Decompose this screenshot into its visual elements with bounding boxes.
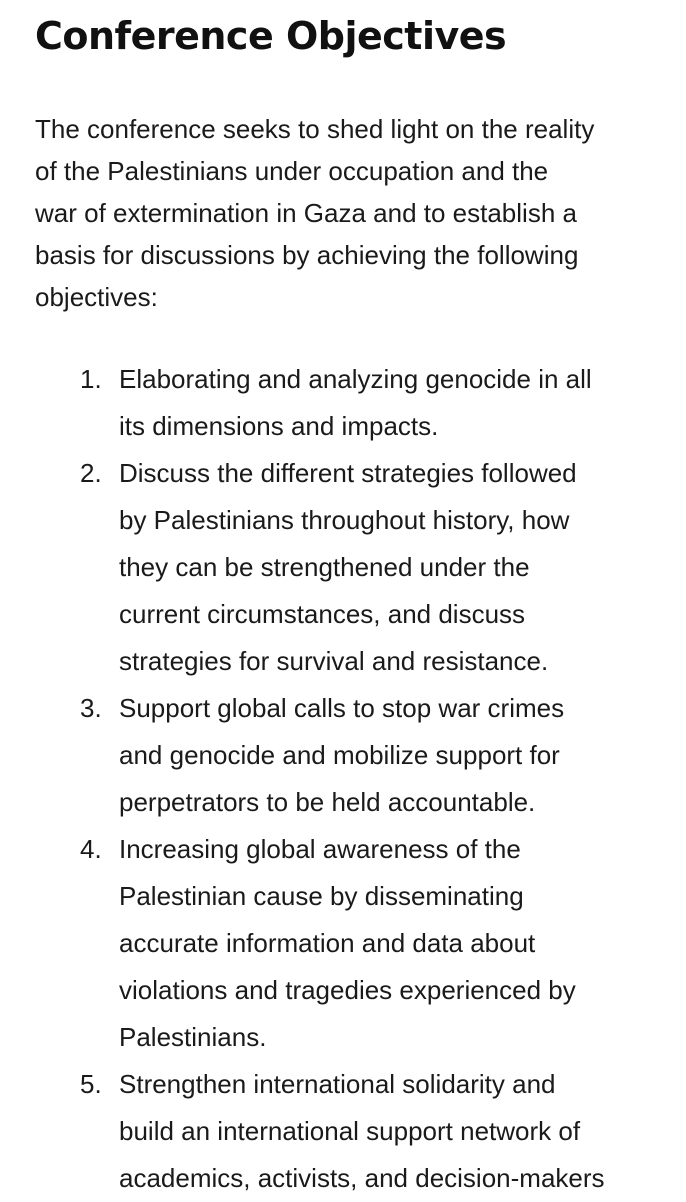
objective-line: build an international support network of bbox=[119, 1116, 581, 1146]
objective-item-3 bbox=[0, 685, 686, 826]
objective-item-4 bbox=[0, 826, 686, 1061]
objective-line: perpetrators to be held accountable. bbox=[119, 787, 536, 817]
objective-line: Discuss the different strategies followed bbox=[119, 458, 577, 488]
intro-line: The conference seeks to shed light on the reality bbox=[35, 114, 595, 144]
objective-line: its dimensions and impacts. bbox=[119, 411, 439, 441]
objective-line: and genocide and mobilize support for bbox=[119, 740, 560, 770]
objective-line: by Palestinians throughout history, how bbox=[119, 505, 570, 535]
objective-line: Elaborating and analyzing genocide in all bbox=[119, 364, 592, 394]
objective-number: 3. bbox=[80, 693, 102, 723]
objective-item-2 bbox=[0, 450, 686, 685]
objective-line: strategies for survival and resistance. bbox=[119, 646, 549, 676]
intro-line: of the Palestinians under occupation and the bbox=[35, 156, 549, 186]
objective-number: 4. bbox=[80, 834, 102, 864]
objective-line: Palestinians. bbox=[119, 1022, 267, 1052]
objective-number: 2. bbox=[80, 458, 102, 488]
objective-line: Palestinian cause by disseminating bbox=[119, 881, 524, 911]
objective-line: current circumstances, and discuss bbox=[119, 599, 526, 629]
page-title: Conference Objectives bbox=[35, 14, 507, 58]
objective-line: Increasing global awareness of the bbox=[119, 834, 521, 864]
intro-line: basis for discussions by achieving the following bbox=[35, 240, 579, 270]
objective-item-5 bbox=[0, 1061, 686, 1202]
objective-number: 5. bbox=[80, 1069, 102, 1099]
objectives-list bbox=[0, 356, 686, 1202]
objective-text bbox=[119, 685, 666, 826]
intro-paragraph bbox=[35, 108, 675, 318]
objective-line: they can be strengthened under the bbox=[119, 552, 530, 582]
objective-number: 1. bbox=[80, 364, 102, 394]
intro-line: war of extermination in Gaza and to establish a bbox=[35, 198, 577, 228]
objective-line: academics, activists, and decision-makers bbox=[119, 1163, 605, 1193]
objective-text bbox=[119, 356, 666, 450]
objective-item-1 bbox=[0, 356, 686, 450]
objective-text bbox=[119, 450, 666, 685]
objective-line: violations and tragedies experienced by bbox=[119, 975, 576, 1005]
intro-line: objectives: bbox=[35, 282, 158, 312]
objective-line: accurate information and data about bbox=[119, 928, 536, 958]
objective-line: Strengthen international solidarity and bbox=[119, 1069, 556, 1099]
objective-text bbox=[119, 826, 666, 1061]
objective-text bbox=[119, 1061, 666, 1202]
objective-line: Support global calls to stop war crimes bbox=[119, 693, 565, 723]
